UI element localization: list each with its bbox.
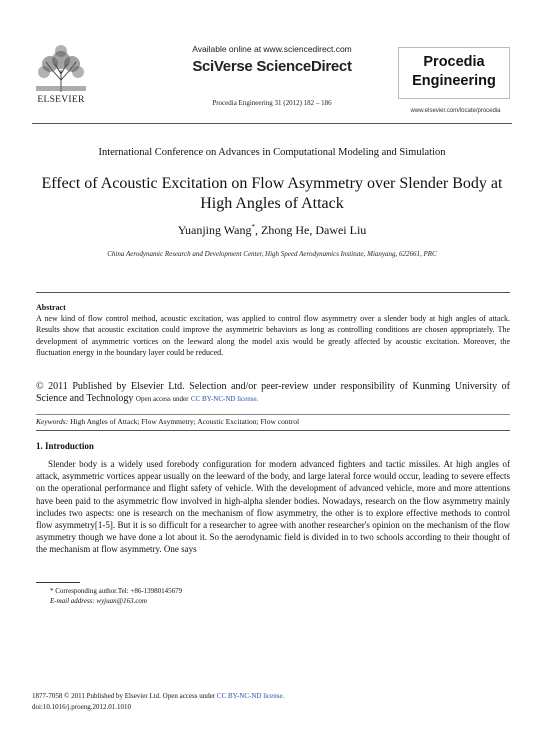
abstract-top-divider [36, 292, 510, 293]
journal-url-link[interactable]: www.elsevier.com/locate/procedia [410, 108, 501, 114]
corresponding-author-footnote: * Corresponding author.Tel: +86-13980145679 [50, 587, 183, 595]
author-email-footnote: E-mail address: wyjuan@163.com [50, 597, 147, 605]
journal-title-line2: Engineering [412, 73, 496, 89]
copyright-statement [36, 381, 510, 405]
keywords-label: Keywords: [36, 417, 69, 426]
section-heading-introduction: 1. Introduction [36, 441, 94, 451]
keywords [36, 417, 510, 426]
paper-title: Effect of Acoustic Excitation on Flow Asymmetry over Slender Body at High Angles of Attack [41, 175, 503, 212]
footnote-divider [36, 582, 80, 583]
journal-title-line1: Procedia [423, 54, 485, 70]
footer-open-access-label: Open access under [162, 692, 216, 700]
keywords-list: High Angles of Attack; Flow Asymmetry; Acoustic Excitation; Flow control [70, 417, 300, 426]
journal-logo-box [398, 47, 510, 99]
doi-line[interactable]: doi:10.1016/j.proeng.2012.01.1010 [32, 703, 131, 711]
abstract-heading: Abstract [36, 303, 66, 312]
corresponding-author-mark: * [251, 223, 255, 231]
abstract-body: A new kind of flow control method, acoustic excitation, was applied to control flow asymmetry over a slender body at high angles of attack. Results show that acoustic excitation could improve the asymmetric behaviors as long as controlling conditions are chosen appropriately. The development of asymmetric vortices on the leeward along the model axis would be greatly affected by acoustic excitation. Moreover, the fluctuation energy in the boundary layer could be reduced. [36, 314, 510, 358]
sciencedirect-brand: SciVerse ScienceDirect [192, 58, 352, 75]
license-link[interactable]: CC BY-NC-ND license. [190, 395, 259, 403]
keywords-bottom-divider [36, 430, 510, 431]
introduction-body [36, 458, 510, 556]
journal-reference: Procedia Engineering 31 (2012) 182 – 186 [212, 99, 332, 107]
issn-text: 1877-7058 © 2011 Published by Elsevier Ltd. [32, 692, 161, 700]
co-authors: , Zhong He, Dawei Liu [255, 223, 367, 237]
author-affiliation: China Aerodynamic Research and Development Center, High Speed Aerodynamics Institute, Mianyang, 622661, PRC [107, 250, 437, 258]
keywords-top-divider [36, 414, 510, 415]
footer-license-link[interactable]: CC BY-NC-ND license. [216, 692, 285, 700]
available-online-text: Available online at www.sciencedirect.com [192, 44, 352, 54]
elsevier-wordmark: ELSEVIER [37, 95, 85, 105]
author-name: Yuanjing Wang [177, 223, 252, 237]
open-access-label: Open access under [135, 395, 189, 403]
issn-line [32, 692, 284, 700]
introduction-paragraph: Slender body is a widely used forebody configuration for modern advanced fighters and tactic missiles. At high angles of attack, asymmetric vortices appear usually on the leeward of the body, and large lateral force would occur, leading to severe effects on the operational performance and flight safety of vehicle. With the development of advanced vehicle, more and more attentions have been paid to the asymmetric flow involved in high-alpha slender bodies. Nowadays, research on the flow asymmetry mainly includes two aspects: one is research on the mechanism of flow asymmetry, the other is to explore effective methods to control flow asymmetry[1-5]. But it is so difficult for a researcher to agree with another researcher's opinion on the mechanism of the flow asymmetry though we have done a lot about it. So the aerodynamic field is divided in to two schools according to their thought of the mechanism at flow asymmetry. One says [36, 459, 510, 555]
header-divider [32, 123, 512, 124]
conference-name: International Conference on Advances in Computational Modeling and Simulation [98, 147, 446, 158]
author-list [0, 223, 544, 238]
copyright-text: © 2011 Published by Elsevier Ltd. Selection and/or peer-review under responsibility of Kunming University of Science and Technology [36, 381, 510, 404]
